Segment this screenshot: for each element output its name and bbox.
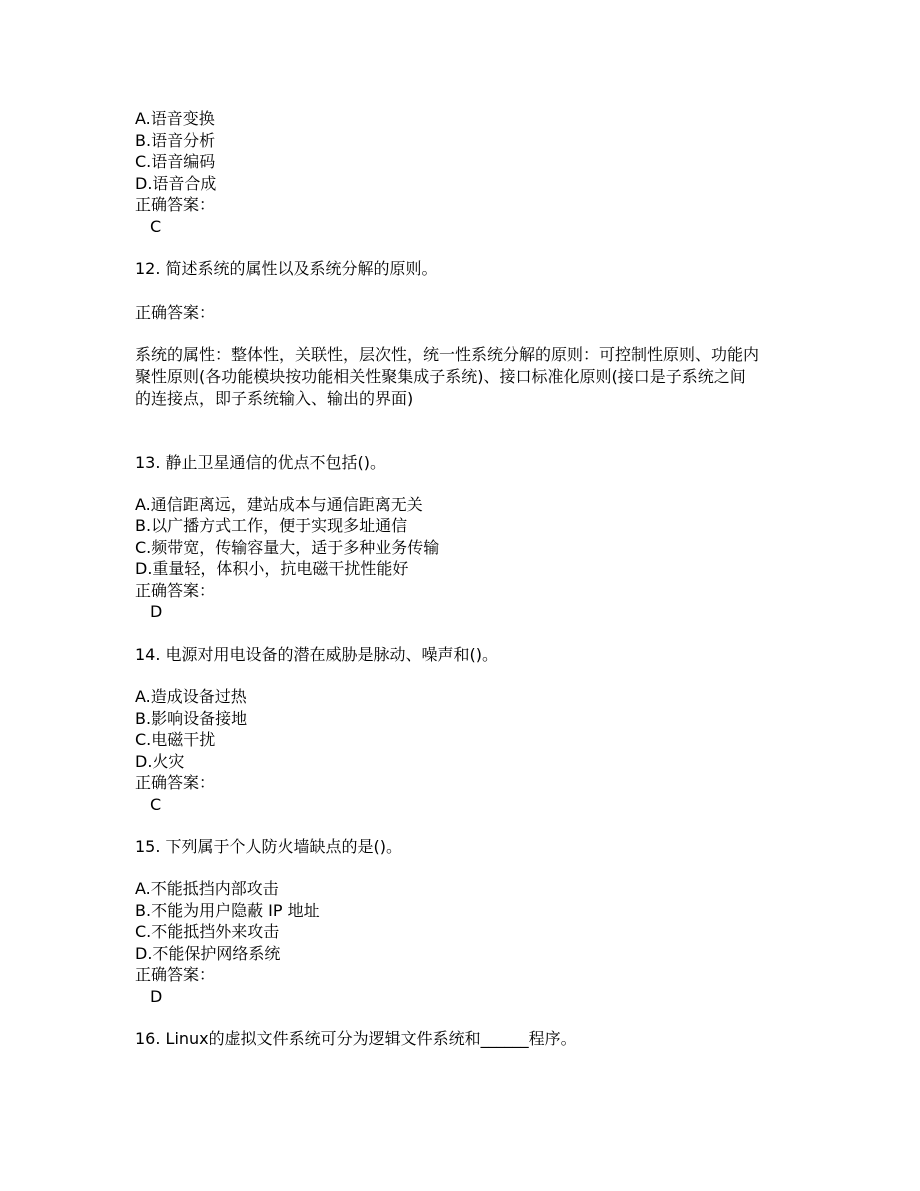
q13-question: 13. 静止卫星通信的优点不包括()。 xyxy=(135,453,387,472)
q12-question: 12. 简述系统的属性以及系统分解的原则。 xyxy=(135,259,438,278)
q11-option-b: B.语音分析 xyxy=(135,131,216,150)
q11-answer-label: 正确答案： xyxy=(135,195,216,214)
q13-answer-label: 正确答案： xyxy=(135,581,216,600)
q14-option-b: B.影响设备接地 xyxy=(135,709,248,728)
q11-option-c: C.语音编码 xyxy=(135,152,216,171)
q14-answer: C xyxy=(150,795,162,814)
q15-option-c: C.不能抵挡外来攻击 xyxy=(135,922,280,941)
q15-answer-label: 正确答案： xyxy=(135,965,216,984)
q11-answer: C xyxy=(150,217,162,236)
q12-answer-line-2: 聚性原则(各功能模块按功能相关性聚集成子系统)、接口标准化原则(接口是子系统之间 xyxy=(135,367,746,386)
q16-question: 16. Linux的虚拟文件系统可分为逻辑文件系统和______程序。 xyxy=(135,1029,577,1048)
q15-answer: D xyxy=(150,987,163,1006)
q13-answer: D xyxy=(150,602,163,621)
q13-option-d: D.重量轻，体积小，抗电磁干扰性能好 xyxy=(135,559,409,578)
q14-question: 14. 电源对用电设备的潜在威胁是脉动、噪声和()。 xyxy=(135,645,499,664)
q14-option-d: D.火灾 xyxy=(135,752,185,771)
q13-option-b: B.以广播方式工作，便于实现多址通信 xyxy=(135,516,408,535)
q12-answer-line-3: 的连接点，即子系统输入、输出的界面) xyxy=(135,389,414,408)
q15-option-a: A.不能抵挡内部攻击 xyxy=(135,879,279,898)
q14-answer-label: 正确答案： xyxy=(135,773,216,792)
q15-option-b: B.不能为用户隐蔽 IP 地址 xyxy=(135,901,320,920)
q14-option-c: C.电磁干扰 xyxy=(135,730,216,749)
q15-option-d: D.不能保护网络系统 xyxy=(135,944,281,963)
q12-answer-line-1: 系统的属性：整体性，关联性，层次性，统一性系统分解的原则：可控制性原则、功能内 xyxy=(135,345,760,364)
q14-option-a: A.造成设备过热 xyxy=(135,687,247,706)
q11-option-d: D.语音合成 xyxy=(135,174,217,193)
q13-option-a: A.通信距离远，建站成本与通信距离无关 xyxy=(135,495,423,514)
q11-option-a: A.语音变换 xyxy=(135,109,215,128)
q12-answer-label: 正确答案： xyxy=(135,303,216,322)
q15-question: 15. 下列属于个人防火墙缺点的是()。 xyxy=(135,837,403,856)
q13-option-c: C.频带宽，传输容量大，适于多种业务传输 xyxy=(135,538,440,557)
